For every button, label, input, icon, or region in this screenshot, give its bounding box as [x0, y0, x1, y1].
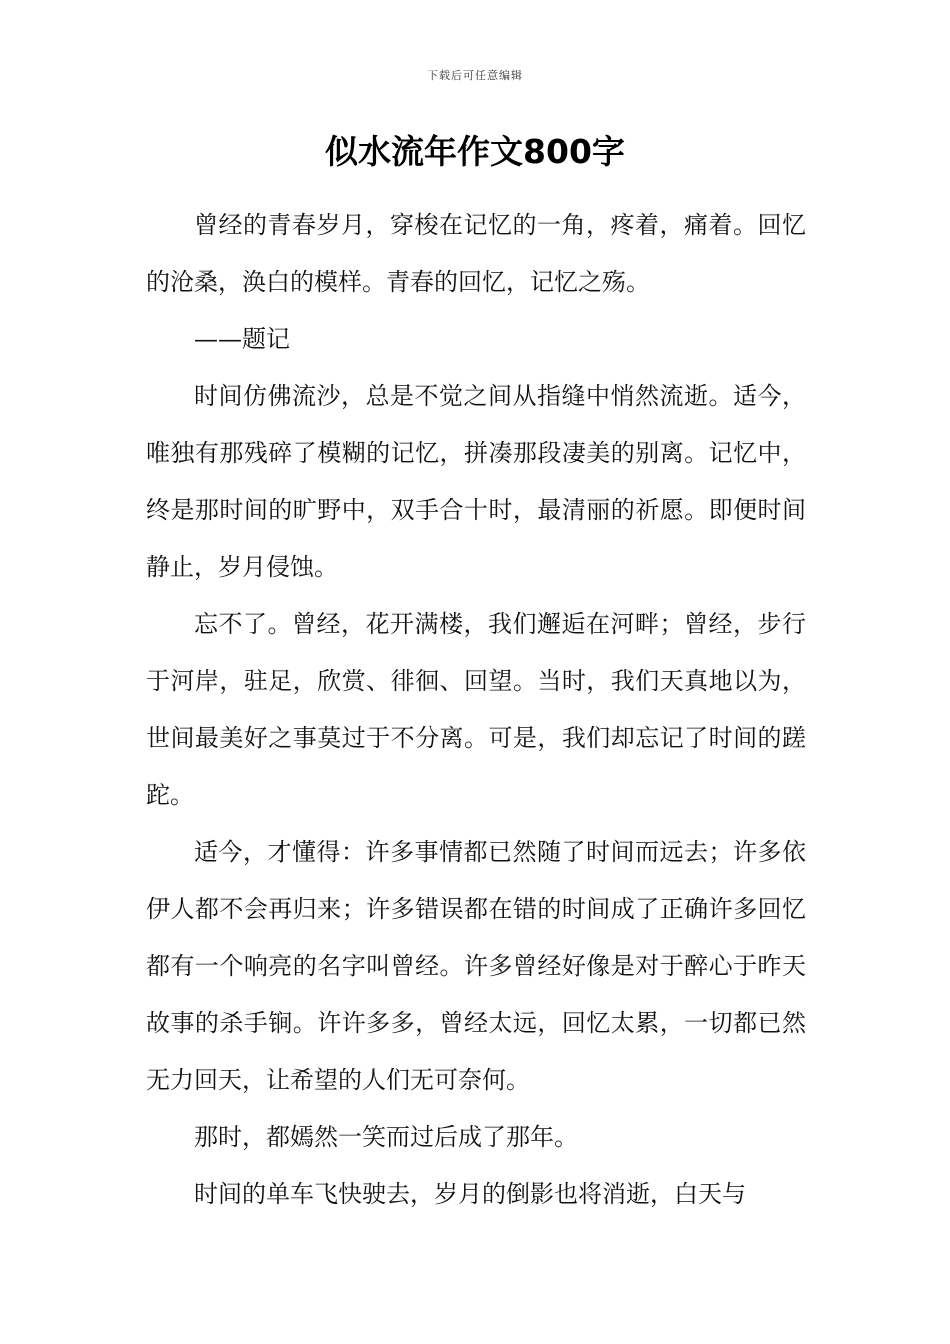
paragraph-5: 适今，才懂得：许多事情都已然随了时间而远去；许多依伊人都不会再归来；许多错误都在错的时间成了正确许多回忆都有一个响亮的名字叫曾经。许多曾经好像是对于醉心于昨天故事的杀手锏。许许多多，曾经太远，回忆太累，一切都已然无力回天，让希望的人们无可奈何。 — [146, 838, 806, 1094]
document-title: 似水流年作文800字 — [325, 132, 625, 171]
paragraph-3: 时间仿佛流沙，总是不觉之间从指缝中悄然流逝。适今，唯独有那残碎了模糊的记忆，拼凑那段凄美的别离。记忆中，终是那时间的旷野中，双手合十时，最清丽的祈愿。即便时间静止，岁月侵蚀。 — [146, 382, 806, 581]
paragraph-7: 时间的单车飞快驶去，岁月的倒影也将消逝，白天与 — [194, 1180, 746, 1208]
paragraph-2: ——题记 — [194, 325, 290, 353]
paragraph-4: 忘不了。曾经，花开满楼，我们邂逅在河畔；曾经，步行于河岸，驻足，欣赏、徘徊、回望。当时，我们天真地以为，世间最美好之事莫过于不分离。可是，我们却忘记了时间的蹉跎。 — [146, 610, 806, 809]
paragraph-1: 曾经的青春岁月，穿梭在记忆的一角，疼着，痛着。回忆的沧桑，涣白的模样。青春的回忆，记忆之殇。 — [146, 211, 806, 296]
paragraph-6: 那时，都嫣然一笑而过后成了那年。 — [194, 1123, 578, 1151]
header-note: 下载后可任意编辑 — [427, 69, 523, 82]
document-body — [146, 197, 806, 1223]
